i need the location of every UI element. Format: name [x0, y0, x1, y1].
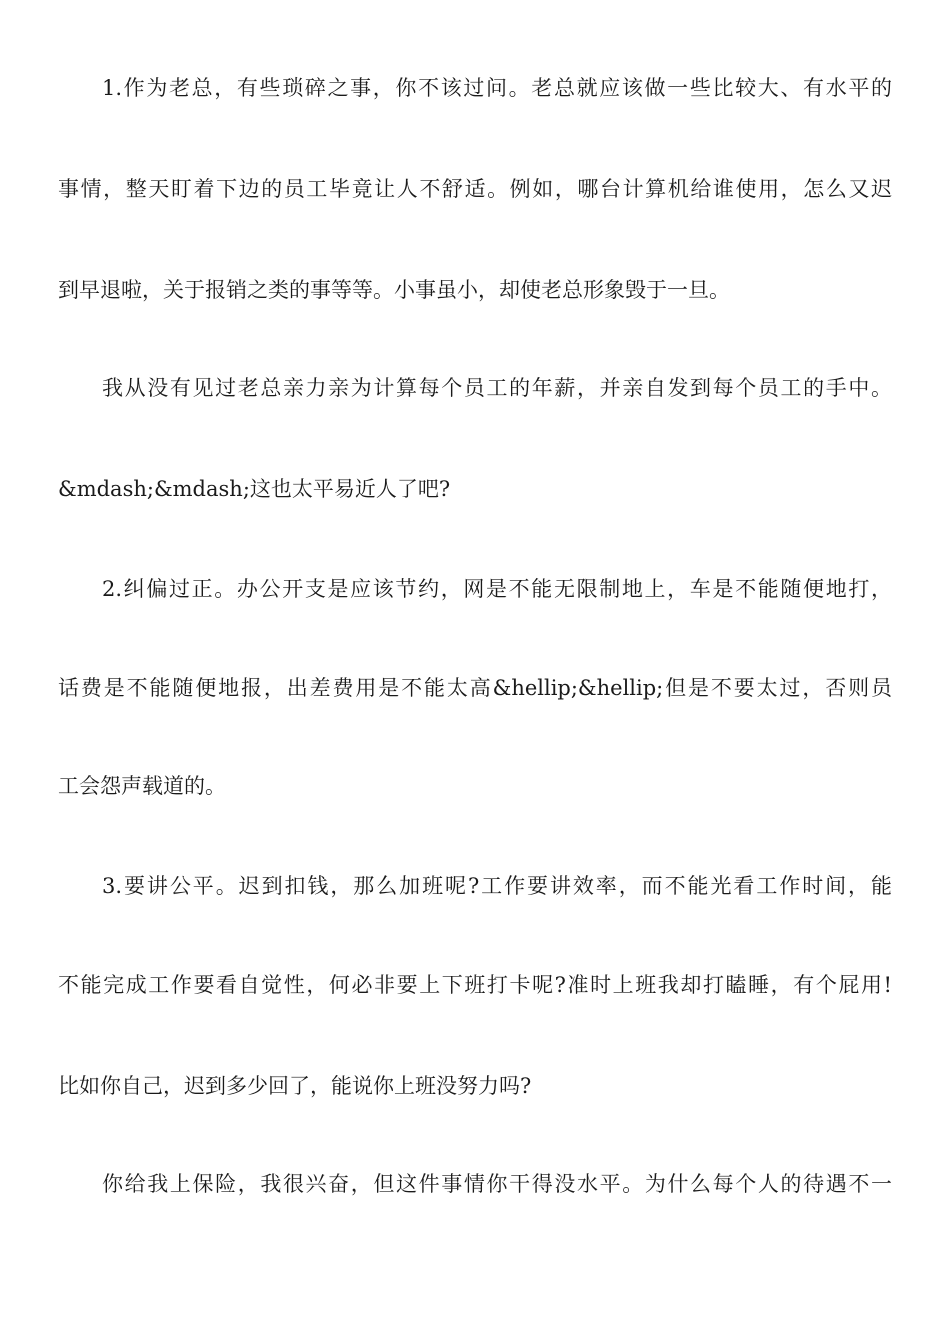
text-line: 事情，整天盯着下边的员工毕竟让人不舒适。例如，哪台计算机给谁使用，怎么又迟 [58, 177, 892, 201]
document-page [58, 0, 892, 1344]
text-line: 比如你自己，迟到多少回了，能说你上班没努力吗? [58, 1074, 532, 1098]
text-line: 到早退啦，关于报销之类的事等等。小事虽小，却使老总形象毁于一旦。 [58, 278, 730, 302]
text-line: 3.要讲公平。迟到扣钱，那么加班呢?工作要讲效率，而不能光看工作时间，能 [102, 874, 892, 898]
text-line: 不能完成工作要看自觉性，何必非要上下班打卡呢?准时上班我却打瞌睡，有个屁用! [58, 973, 892, 997]
text-line: 我从没有见过老总亲力亲为计算每个员工的年薪，并亲自发到每个员工的手中。 [102, 376, 892, 400]
text-line: 你给我上保险，我很兴奋，但这件事情你干得没水平。为什么每个人的待遇不一 [102, 1172, 892, 1196]
text-line: 话费是不能随便地报，出差费用是不能太高&hellip;&hellip;但是不要太过，否则员 [58, 676, 892, 700]
text-line: 1.作为老总，有些琐碎之事，你不该过问。老总就应该做一些比较大、有水平的 [102, 76, 892, 100]
text-line: &mdash;&mdash;这也太平易近人了吧? [58, 477, 451, 501]
text-line: 工会怨声载道的。 [58, 774, 226, 798]
text-line: 2.纠偏过正。办公开支是应该节约，网是不能无限制地上，车是不能随便地打， [102, 577, 892, 601]
